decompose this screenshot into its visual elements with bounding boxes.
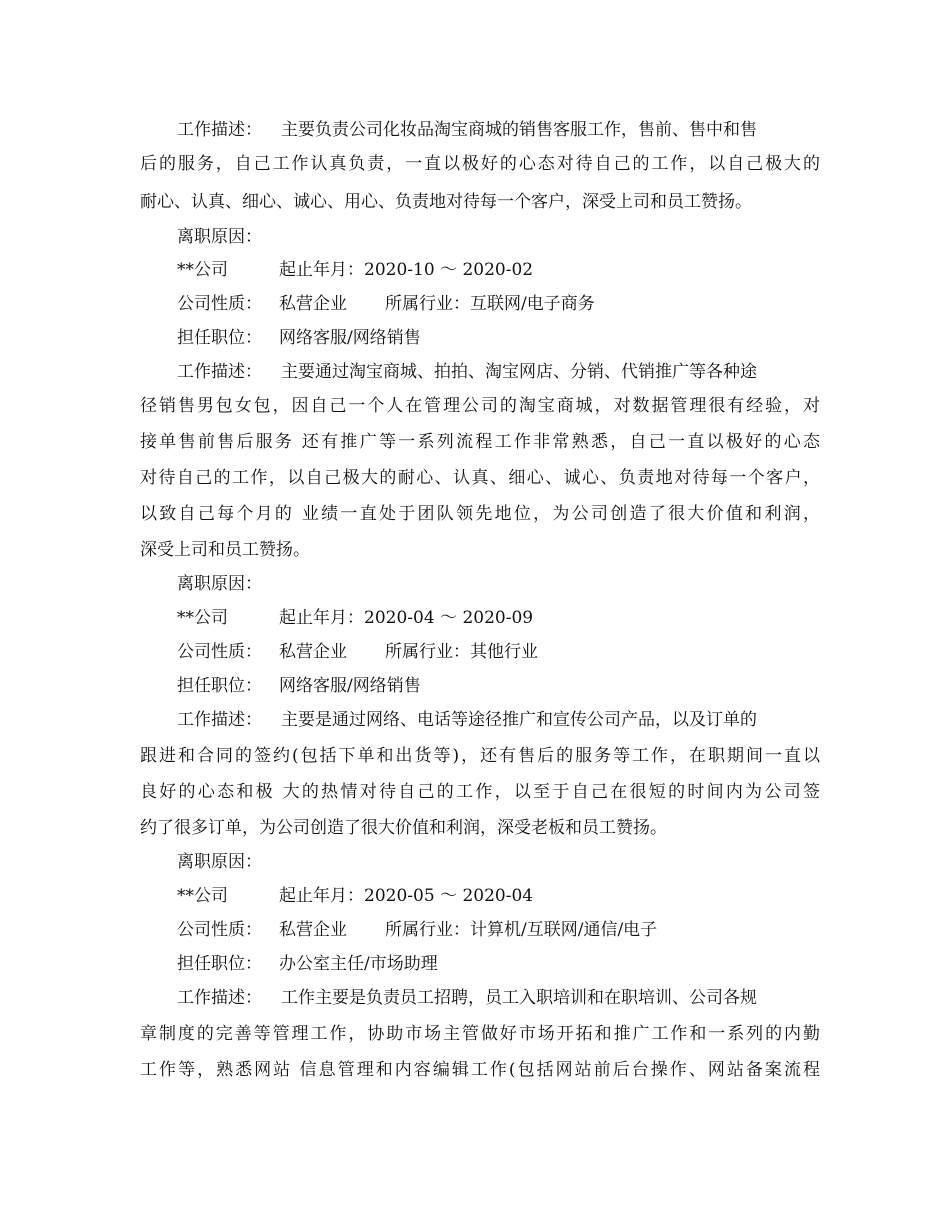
work-description-text: 章制度的完善等管理工作，协助市场主管做好市场开拓和推广工作和一系列的内勤 xyxy=(140,1024,820,1044)
position-line xyxy=(177,321,262,355)
industry-line xyxy=(385,635,538,669)
work-description-line xyxy=(177,981,757,1015)
period-line xyxy=(279,601,533,635)
position-label: 担任职位： xyxy=(177,954,262,974)
company-name: **公司 xyxy=(177,260,228,280)
work-description-line xyxy=(177,113,757,147)
period-label: 起止年月： xyxy=(279,886,364,906)
work-description-text: 以致自己每个月的 业绩一直处于团队领先地位，为公司创造了很大价值和利润， xyxy=(140,504,820,524)
work-description-label: 工作描述： xyxy=(177,988,262,1008)
company-nature-label: 公司性质： xyxy=(177,294,262,314)
company-name: **公司 xyxy=(177,886,228,906)
work-description-label: 工作描述： xyxy=(177,710,262,730)
period-label: 起止年月： xyxy=(279,260,364,280)
position-value: 网络客服/网络销售 xyxy=(279,676,421,696)
company-name: **公司 xyxy=(177,608,228,628)
industry-line xyxy=(385,287,595,321)
company-line xyxy=(177,879,228,913)
position-label: 担任职位： xyxy=(177,328,262,348)
period-value: 2020-10 ～ 2020-02 xyxy=(364,260,534,280)
company-nature-label: 公司性质： xyxy=(177,642,262,662)
position-line xyxy=(177,947,262,981)
industry-value: 其他行业 xyxy=(470,642,538,662)
work-description-line xyxy=(177,355,757,389)
leave-reason-label: 离职原因： xyxy=(177,227,262,247)
industry-label: 所属行业： xyxy=(385,294,470,314)
company-nature-line xyxy=(177,635,262,669)
industry-value: 计算机/互联网/通信/电子 xyxy=(470,920,658,940)
work-description-text: 径销售男包女包，因自己一个人在管理公司的淘宝商城，对数据管理很有经验，对 xyxy=(140,396,820,416)
period-line xyxy=(279,879,533,913)
work-description-text: 主要负责公司化妆品淘宝商城的销售客服工作，售前、售中和售 xyxy=(281,120,757,140)
company-nature-value: 私营企业 xyxy=(279,294,347,314)
work-description-text: 后的服务，自己工作认真负责，一直以极好的心态对待自己的工作，以自己极大的 xyxy=(140,154,820,174)
leave-reason-label: 离职原因： xyxy=(177,574,262,594)
work-description-text: 对待自己的工作，以自己极大的耐心、认真、细心、诚心、负责地对待每一个客户， xyxy=(140,468,820,488)
position-label: 担任职位： xyxy=(177,676,262,696)
work-description-text: 深受上司和员工赞扬。 xyxy=(140,540,310,560)
work-description-text: 良好的心态和极 大的热情对待自己的工作，以至于自己在很短的时间内为公司签 xyxy=(140,782,820,802)
period-value: 2020-05 ～ 2020-04 xyxy=(364,886,534,906)
company-nature-line xyxy=(177,287,262,321)
company-line xyxy=(177,253,228,287)
company-nature-line xyxy=(177,913,262,947)
company-nature-value: 私营企业 xyxy=(279,920,347,940)
leave-reason-label: 离职原因： xyxy=(177,852,262,872)
work-description-text: 主要通过淘宝商城、拍拍、淘宝网店、分销、代销推广等各种途 xyxy=(281,362,757,382)
work-description-line xyxy=(177,703,757,737)
work-description-text: 接单售前售后服务 还有推广等一系列流程工作非常熟悉，自己一直以极好的心态 xyxy=(140,432,820,452)
work-description-text: 耐心、认真、细心、诚心、用心、负责地对待每一个客户，深受上司和员工赞扬。 xyxy=(140,192,752,212)
period-label: 起止年月： xyxy=(279,608,364,628)
work-description-text: 主要是通过网络、电话等途径推广和宣传公司产品，以及订单的 xyxy=(281,710,757,730)
position-value: 网络客服/网络销售 xyxy=(279,328,421,348)
industry-line xyxy=(385,913,657,947)
work-description-text: 工作主要是负责员工招聘，员工入职培训和在职培训、公司各规 xyxy=(281,988,757,1008)
work-description-label: 工作描述： xyxy=(177,362,262,382)
industry-value: 互联网/电子商务 xyxy=(470,294,595,314)
company-nature-label: 公司性质： xyxy=(177,920,262,940)
industry-label: 所属行业： xyxy=(385,920,470,940)
work-description-text: 约了很多订单，为公司创造了很大价值和利润，深受老板和员工赞扬。 xyxy=(140,818,667,838)
position-line xyxy=(177,669,262,703)
company-nature-value: 私营企业 xyxy=(279,642,347,662)
work-description-text: 跟进和合同的签约(包括下单和出货等)，还有售后的服务等工作，在职期间一直以 xyxy=(140,746,820,766)
industry-label: 所属行业： xyxy=(385,642,470,662)
period-line xyxy=(279,253,533,287)
position-value: 办公室主任/市场助理 xyxy=(279,954,438,974)
company-line xyxy=(177,601,228,635)
period-value: 2020-04 ～ 2020-09 xyxy=(364,608,534,628)
work-description-text: 工作等，熟悉网站 信息管理和内容编辑工作(包括网站前后台操作、网站备案流程 xyxy=(140,1060,820,1080)
work-description-label: 工作描述： xyxy=(177,120,262,140)
